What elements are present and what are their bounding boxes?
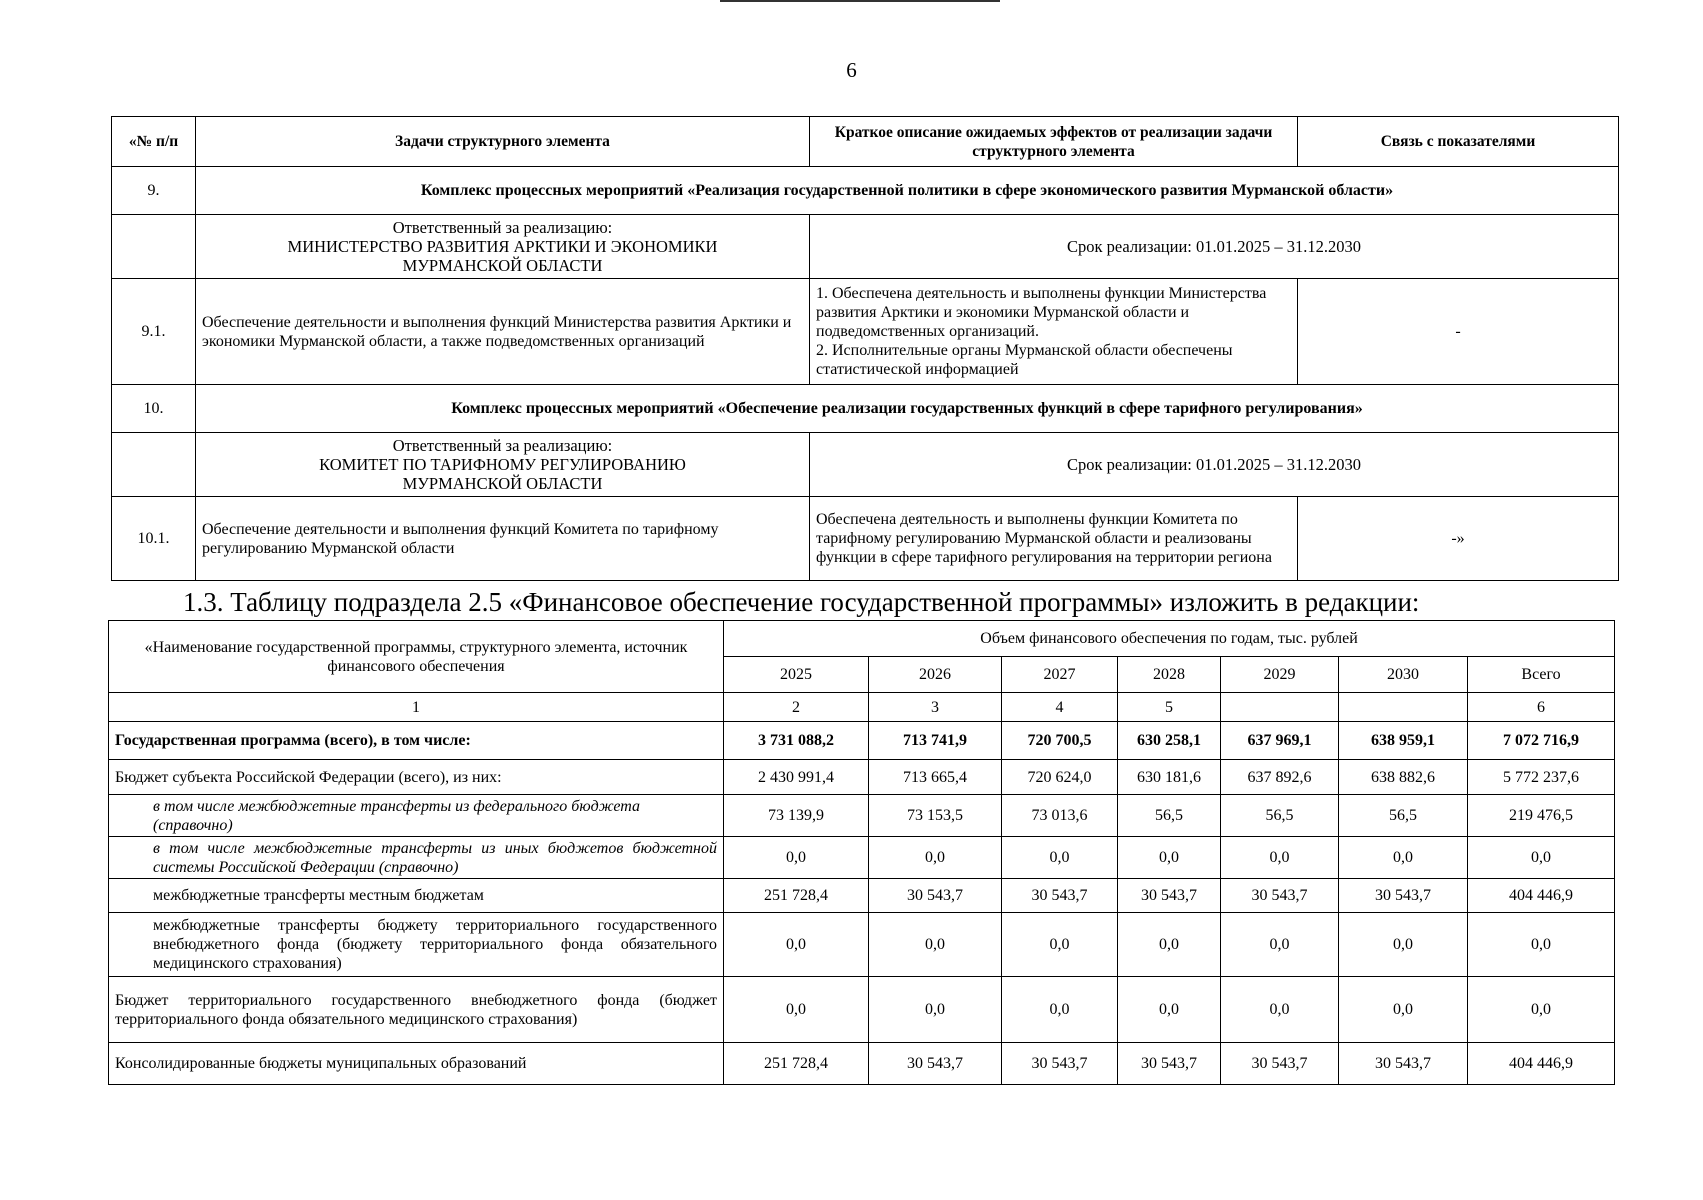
year-header: 2028: [1118, 657, 1221, 693]
column-numbers-row: [109, 693, 1615, 722]
header-num: «№ п/п: [112, 117, 196, 167]
row-value: 0,0: [1118, 837, 1221, 879]
top-edge-mark: [720, 0, 1000, 6]
responsible-cell: [196, 433, 810, 497]
responsible-row-9: [112, 215, 1619, 279]
year-header: 2027: [1002, 657, 1118, 693]
row-value: 0,0: [724, 837, 869, 879]
finance-table: [108, 620, 1615, 1085]
row-value: 73 139,9: [724, 795, 869, 837]
finance-row: [109, 795, 1615, 837]
section-num: 10.: [112, 385, 196, 433]
name-header: «Наименование государственной программы, структурного элемента, источник финансового обеспечения: [109, 621, 724, 693]
row-value: 0,0: [1221, 977, 1339, 1043]
page-number: 6: [846, 58, 857, 82]
row-value: 3 731 088,2: [724, 722, 869, 760]
responsible-org-line1: КОМИТЕТ ПО ТАРИФНОМУ РЕГУЛИРОВАНИЮ: [319, 455, 686, 474]
header-task: Задачи структурного элемента: [196, 117, 810, 167]
row-value: 0,0: [1221, 837, 1339, 879]
finance-header-row: [109, 621, 1615, 657]
section-title: Комплекс процессных мероприятий «Реализация государственной политики в сфере экономического развития Мурманской области»: [196, 167, 1619, 215]
tasks-header-row: [112, 117, 1619, 167]
row-value: 630 181,6: [1118, 760, 1221, 795]
finance-row: [109, 837, 1615, 879]
empty-cell: [112, 215, 196, 279]
row-name: межбюджетные трансферты бюджету территориального государственного внебюджетного фонда (бюджету территориального фонда обязательного медицинского страхования): [109, 913, 724, 977]
row-value: 630 258,1: [1118, 722, 1221, 760]
column-number: [1339, 693, 1468, 722]
responsible-cell: [196, 215, 810, 279]
row-value: 0,0: [724, 977, 869, 1043]
row-value: 713 741,9: [869, 722, 1002, 760]
row-value: 0,0: [1339, 913, 1468, 977]
row-value: 0,0: [1118, 977, 1221, 1043]
row-name: Консолидированные бюджеты муниципальных образований: [109, 1043, 724, 1085]
row-value: 0,0: [869, 977, 1002, 1043]
row-value: 0,0: [1002, 837, 1118, 879]
tasks-table: [111, 116, 1619, 581]
row-total: 404 446,9: [1468, 1043, 1615, 1085]
effect-item: 1. Обеспечена деятельность и выполнены функции Министерства развития Арктики и экономики Мурманской области и подведомственных организаций.: [816, 285, 1267, 340]
row-value: 0,0: [1339, 977, 1468, 1043]
row-value: 2 430 991,4: [724, 760, 869, 795]
section-row-9: [112, 167, 1619, 215]
row-value: 30 543,7: [1339, 1043, 1468, 1085]
finance-rows: [109, 722, 1615, 1085]
volume-header: Объем финансового обеспечения по годам, тыс. рублей: [724, 621, 1615, 657]
row-name: в том числе межбюджетные трансферты из федерального бюджета (справочно): [109, 795, 724, 837]
year-header: 2030: [1339, 657, 1468, 693]
total-header: Всего: [1468, 657, 1615, 693]
row-total: 0,0: [1468, 837, 1615, 879]
row-name: межбюджетные трансферты местным бюджетам: [109, 879, 724, 913]
row-value: 73 013,6: [1002, 795, 1118, 837]
effect-item: 2. Исполнительные органы Мурманской области обеспечены статистической информацией: [816, 342, 1233, 378]
header-link: Связь с показателями: [1298, 117, 1619, 167]
responsible-org-line2: МУРМАНСКОЙ ОБЛАСТИ: [402, 474, 603, 493]
row-value: 73 153,5: [869, 795, 1002, 837]
row-value: 637 892,6: [1221, 760, 1339, 795]
term-cell: Срок реализации: 01.01.2025 – 31.12.2030: [810, 215, 1619, 279]
row-value: 0,0: [1002, 913, 1118, 977]
row-total: 5 772 237,6: [1468, 760, 1615, 795]
row-value: 720 700,5: [1002, 722, 1118, 760]
section-title: Комплекс процессных мероприятий «Обеспечение реализации государственных функций в сфере тарифного регулирования»: [196, 385, 1619, 433]
task-link: -»: [1298, 497, 1619, 581]
row-value: 0,0: [869, 837, 1002, 879]
header-effects: Краткое описание ожидаемых эффектов от реализации задачи структурного элемента: [810, 117, 1298, 167]
row-value: 30 543,7: [1002, 879, 1118, 913]
year-header: 2026: [869, 657, 1002, 693]
row-name: Бюджет территориального государственного внебюджетного фонда (бюджет территориального фонда обязательного медицинского страхования): [109, 977, 724, 1043]
task-effects: [810, 279, 1298, 385]
section-num: 9.: [112, 167, 196, 215]
row-total: 0,0: [1468, 977, 1615, 1043]
responsible-label: Ответственный за реализацию:: [392, 218, 613, 237]
responsible-org-line2: МУРМАНСКОЙ ОБЛАСТИ: [402, 256, 603, 275]
task-text: Обеспечение деятельности и выполнения функций Комитета по тарифному регулированию Мурманской области: [196, 497, 810, 581]
row-value: 30 543,7: [1221, 1043, 1339, 1085]
section-row-10: [112, 385, 1619, 433]
row-value: 56,5: [1339, 795, 1468, 837]
finance-row: [109, 1043, 1615, 1085]
task-num: 9.1.: [112, 279, 196, 385]
row-value: 30 543,7: [869, 1043, 1002, 1085]
row-total: 7 072 716,9: [1468, 722, 1615, 760]
year-header: 2029: [1221, 657, 1339, 693]
column-number: 4: [1002, 693, 1118, 722]
responsible-label: Ответственный за реализацию:: [392, 436, 613, 455]
row-value: 251 728,4: [724, 879, 869, 913]
finance-row: [109, 977, 1615, 1043]
task-row-10-1: [112, 497, 1619, 581]
row-value: 720 624,0: [1002, 760, 1118, 795]
row-value: 30 543,7: [1221, 879, 1339, 913]
row-value: 30 543,7: [1002, 1043, 1118, 1085]
row-value: 30 543,7: [869, 879, 1002, 913]
row-name: Государственная программа (всего), в том числе:: [109, 722, 724, 760]
row-value: 0,0: [1118, 913, 1221, 977]
row-total: 404 446,9: [1468, 879, 1615, 913]
section-heading: 1.3. Таблицу подраздела 2.5 «Финансовое обеспечение государственной программы» изложить в редакции:: [183, 587, 1420, 617]
row-value: 30 543,7: [1339, 879, 1468, 913]
finance-row: [109, 760, 1615, 795]
row-value: 56,5: [1221, 795, 1339, 837]
row-value: 30 543,7: [1118, 879, 1221, 913]
responsible-org-line1: МИНИСТЕРСТВО РАЗВИТИЯ АРКТИКИ И ЭКОНОМИКИ: [287, 237, 718, 256]
column-number: 5: [1118, 693, 1221, 722]
row-total: 219 476,5: [1468, 795, 1615, 837]
finance-row: [109, 722, 1615, 760]
row-value: 0,0: [1339, 837, 1468, 879]
task-effects: Обеспечена деятельность и выполнены функции Комитета по тарифному регулированию Мурманской области и реализованы функции в сфере тарифного регулирования на территории региона: [810, 497, 1298, 581]
row-value: 0,0: [1002, 977, 1118, 1043]
task-num: 10.1.: [112, 497, 196, 581]
row-value: 0,0: [1221, 913, 1339, 977]
row-name: Бюджет субъекта Российской Федерации (всего), из них:: [109, 760, 724, 795]
row-value: 638 959,1: [1339, 722, 1468, 760]
column-number: 6: [1468, 693, 1615, 722]
column-number: 1: [109, 693, 724, 722]
row-value: 0,0: [869, 913, 1002, 977]
row-value: 56,5: [1118, 795, 1221, 837]
row-value: 0,0: [724, 913, 869, 977]
empty-cell: [112, 433, 196, 497]
task-text: Обеспечение деятельности и выполнения функций Министерства развития Арктики и экономики Мурманской области, а также подведомственных организаций: [196, 279, 810, 385]
term-cell: Срок реализации: 01.01.2025 – 31.12.2030: [810, 433, 1619, 497]
row-value: 30 543,7: [1118, 1043, 1221, 1085]
row-value: 638 882,6: [1339, 760, 1468, 795]
row-value: 637 969,1: [1221, 722, 1339, 760]
row-value: 251 728,4: [724, 1043, 869, 1085]
row-name: в том числе межбюджетные трансферты из иных бюджетов бюджетной системы Российской Федерации (справочно): [109, 837, 724, 879]
column-number: [1221, 693, 1339, 722]
task-row-9-1: [112, 279, 1619, 385]
year-header: 2025: [724, 657, 869, 693]
column-number: 3: [869, 693, 1002, 722]
finance-row: [109, 913, 1615, 977]
column-number: 2: [724, 693, 869, 722]
task-link: -: [1298, 279, 1619, 385]
responsible-row-10: [112, 433, 1619, 497]
row-value: 713 665,4: [869, 760, 1002, 795]
row-total: 0,0: [1468, 913, 1615, 977]
finance-row: [109, 879, 1615, 913]
